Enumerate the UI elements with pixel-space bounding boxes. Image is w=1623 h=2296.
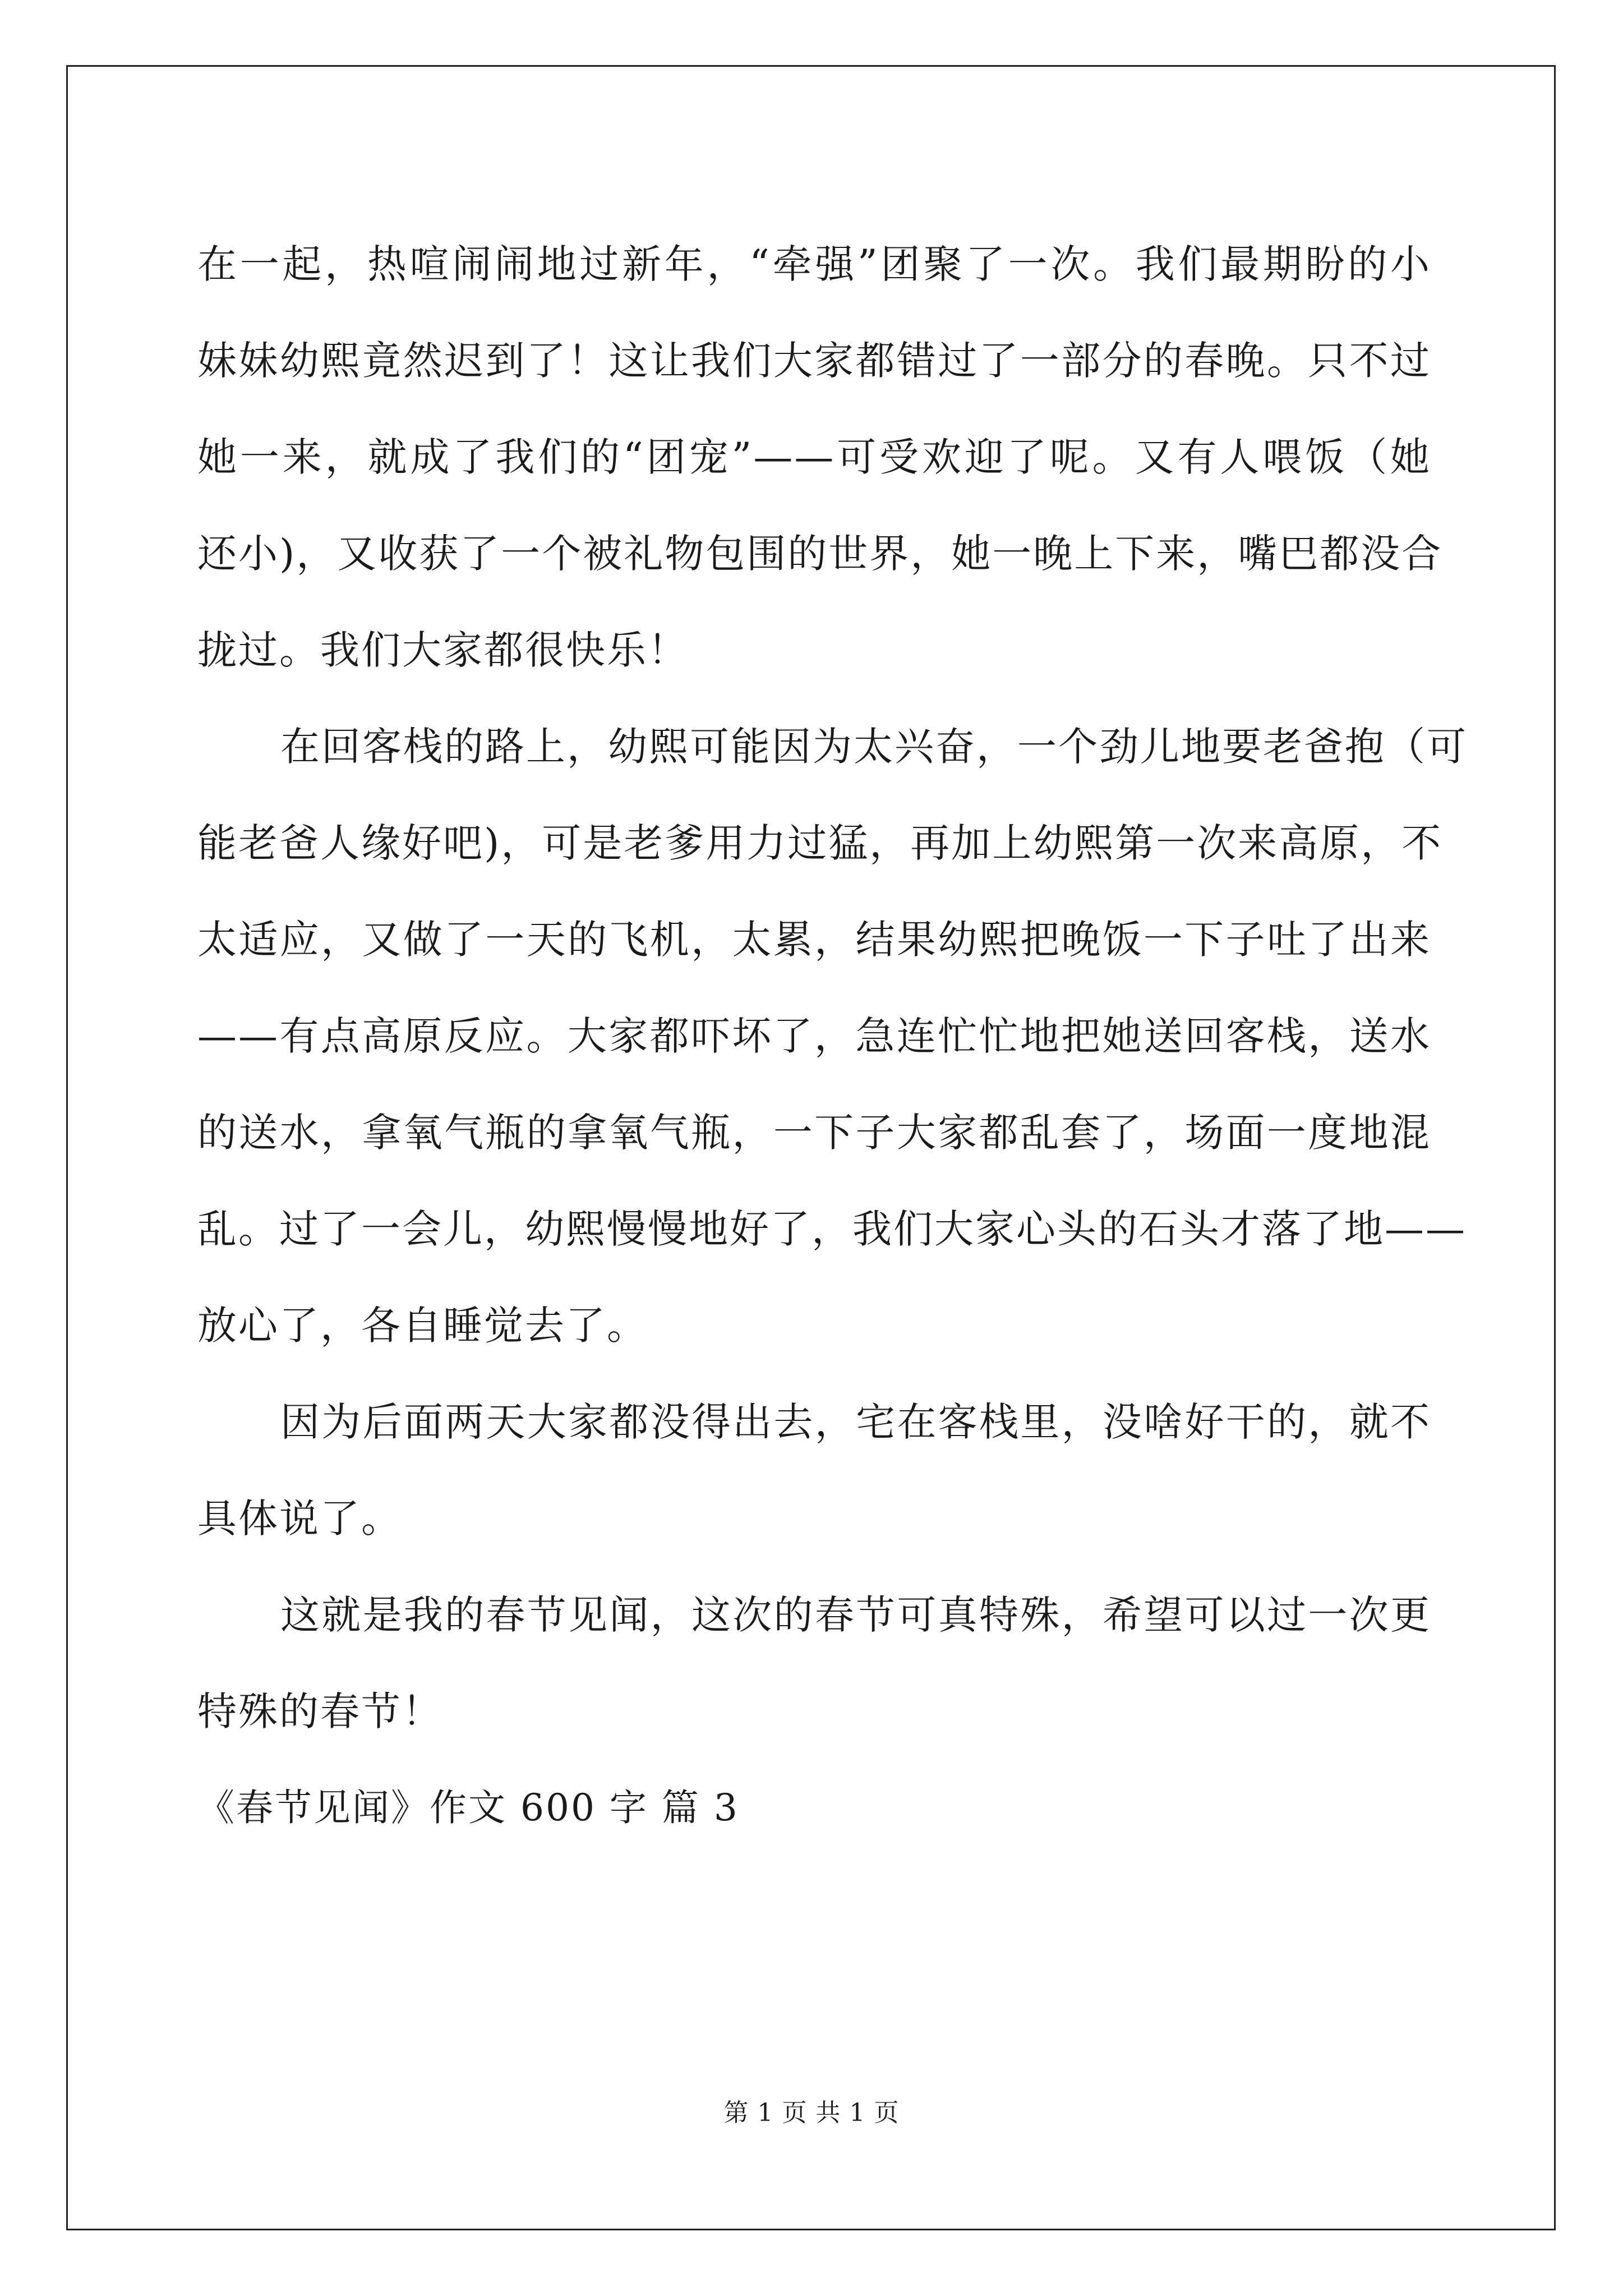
- text-line: 还小)，又收获了一个被礼物包围的世界，她一晚上下来，嘴巴都没合: [197, 531, 1443, 577]
- text-line: 具体说了。: [197, 1496, 402, 1542]
- document-body: [197, 216, 1468, 1856]
- text-line: 的送水，拿氧气瓶的拿氧气瓶，一下子大家都乱套了，场面一度地混: [197, 1110, 1431, 1156]
- text-line: 妹妹幼熙竟然迟到了！这让我们大家都错过了一部分的春晚。只不过: [197, 338, 1431, 384]
- text-line: 放心了，各自睡觉去了。: [197, 1303, 648, 1349]
- text-line: 拢过。我们大家都很快乐！: [197, 627, 689, 673]
- text-line: 在一起，热喧闹闹地过新年，“牵强”团聚了一次。我们最期盼的小: [197, 241, 1431, 287]
- text-line: 在回客栈的路上，幼熙可能因为太兴奋，一个劲儿地要老爸抱（可: [280, 724, 1468, 770]
- text-line: 能老爸人缘好吧)，可是老爹用力过猛，再加上幼熙第一次来高原，不: [197, 820, 1443, 866]
- text-line: 这就是我的春节见闻，这次的春节可真特殊，希望可以过一次更: [280, 1592, 1431, 1638]
- text-line: 她一来，就成了我们的“团宠”——可受欢迎了呢。又有人喂饭（她: [197, 434, 1431, 480]
- text-line: 因为后面两天大家都没得出去，宅在客栈里，没啥好干的，就不: [280, 1399, 1431, 1445]
- text-line: 特殊的春节！: [197, 1688, 443, 1734]
- text-line: 乱。过了一会儿，幼熙慢慢地好了，我们大家心头的石头才落了地——: [197, 1206, 1467, 1252]
- text-line: 太适应，又做了一天的飞机，太累，结果幼熙把晚饭一下子吐了出来: [197, 917, 1431, 963]
- section-heading: 《春节见闻》作文 600 字 篇 3: [197, 1786, 739, 1829]
- page-number-footer: 第 1 页 共 1 页: [723, 2099, 900, 2127]
- text-line: ——有点高原反应。大家都吓坏了，急连忙忙地把她送回客栈，送水: [197, 1013, 1431, 1059]
